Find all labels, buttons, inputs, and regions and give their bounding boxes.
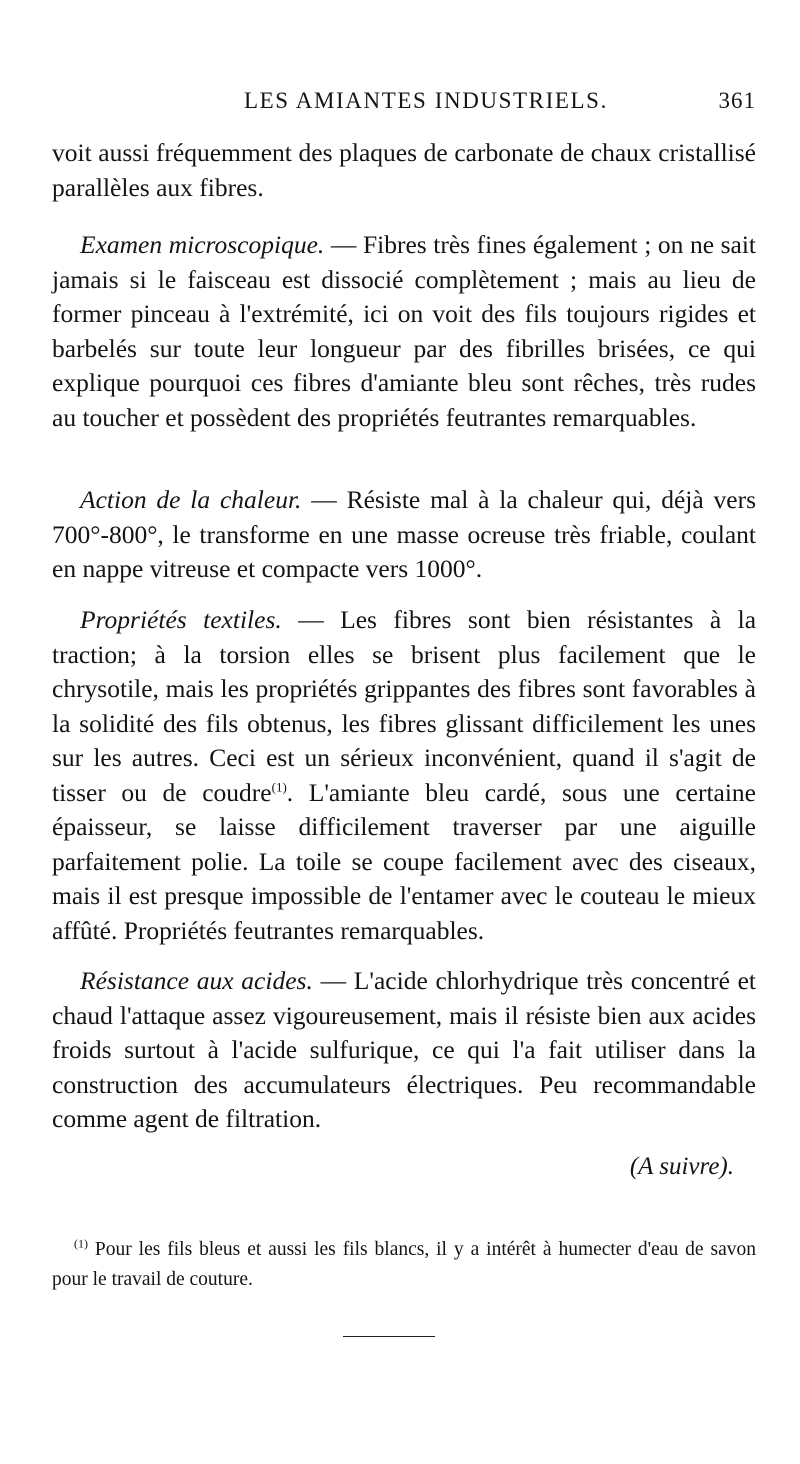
to-be-continued: (A suivre). xyxy=(629,1153,734,1180)
page-number: 361 xyxy=(718,88,756,113)
section-heading: Propriétés textiles. xyxy=(80,605,282,634)
heading-dash: — xyxy=(301,485,347,514)
end-rule xyxy=(343,1336,435,1337)
page-header xyxy=(52,88,756,124)
section-paragraph xyxy=(52,228,756,435)
section-text: Fibres très fines également ; on ne sait jamais si le faisceau est dissocié complètement ; mais au lieu de former pinceau à l'extrémité, ici on voit des fils toujours rigides et barbelés sur toute leur longueur par des fibrilles brisées, ce qui explique pourquoi ces fibres d'amiante bleu sont rêches, très rudes au toucher et possèdent des propriétés feutrantes remarquables. xyxy=(52,230,756,432)
heading-dash: — xyxy=(281,605,341,634)
section-heading: Résistance aux acides. xyxy=(80,966,313,995)
section-proprietes-textiles xyxy=(52,603,756,948)
continuation-text: voit aussi fréquemment des plaques de carbonate de chaux cristallisé parallèles aux fibres. xyxy=(52,138,756,202)
section-text: L'acide chlorhydrique très concentré et chaud l'attaque assez vigoureusement, mais il résiste bien aux acides froids surtout à l'acide sulfurique, ce qui l'a fait utiliser dans la construction des accumulateurs électriques. Peu recommandable comme agent de filtration. xyxy=(52,966,757,1133)
section-action-chaleur xyxy=(52,483,756,587)
footnote xyxy=(52,1235,756,1295)
section-paragraph xyxy=(52,603,756,948)
section-text: Les fibres sont bien résistantes à la traction; à la torsion elles se brisent plus facilement que le chrysotile, mais les propriétés grippantes des fibres sont favorables à la solidité des fils obtenus, les fibres glissant difficilement les unes sur les autres. Ceci est un sérieux inconvénient, quand il s'agit de tisser ou de coudre xyxy=(52,605,757,807)
continuation-paragraph xyxy=(52,136,756,205)
section-resistance-acides xyxy=(52,964,756,1137)
section-heading: Action de la chaleur. xyxy=(80,485,302,514)
section-text: Résiste mal à la chaleur qui, déjà vers 700°-800°, le transforme en une masse ocreuse très friable, coulant en nappe vitreuse et compacte vers 1000°. xyxy=(52,485,756,583)
heading-dash: — xyxy=(324,230,363,259)
section-heading: Examen microscopique. xyxy=(80,230,325,259)
section-examen-microscopique xyxy=(52,228,756,435)
section-paragraph xyxy=(52,483,756,587)
footnote-text: Pour les fils bleus et aussi les fils blancs, il y a intérêt à humecter d'eau de savon pour le travail de couture. xyxy=(52,1239,756,1290)
footnote-marker: (1) xyxy=(74,1236,88,1251)
section-paragraph xyxy=(52,964,756,1137)
running-title: LES AMIANTES INDUSTRIELS. xyxy=(244,88,608,113)
heading-dash: — xyxy=(312,966,354,995)
section-text-continued: . L'amiante bleu cardé, sous une certaine épaisseur, se laisse difficilement traverser par une aiguille parfaitement polie. La toile se coupe facilement avec des ciseaux, mais il est presque impossible de l'entamer avec le couteau le mieux affûté. Propriétés feutrantes remarquables. xyxy=(52,777,757,945)
footnote-reference[interactable]: (1) xyxy=(271,779,287,794)
